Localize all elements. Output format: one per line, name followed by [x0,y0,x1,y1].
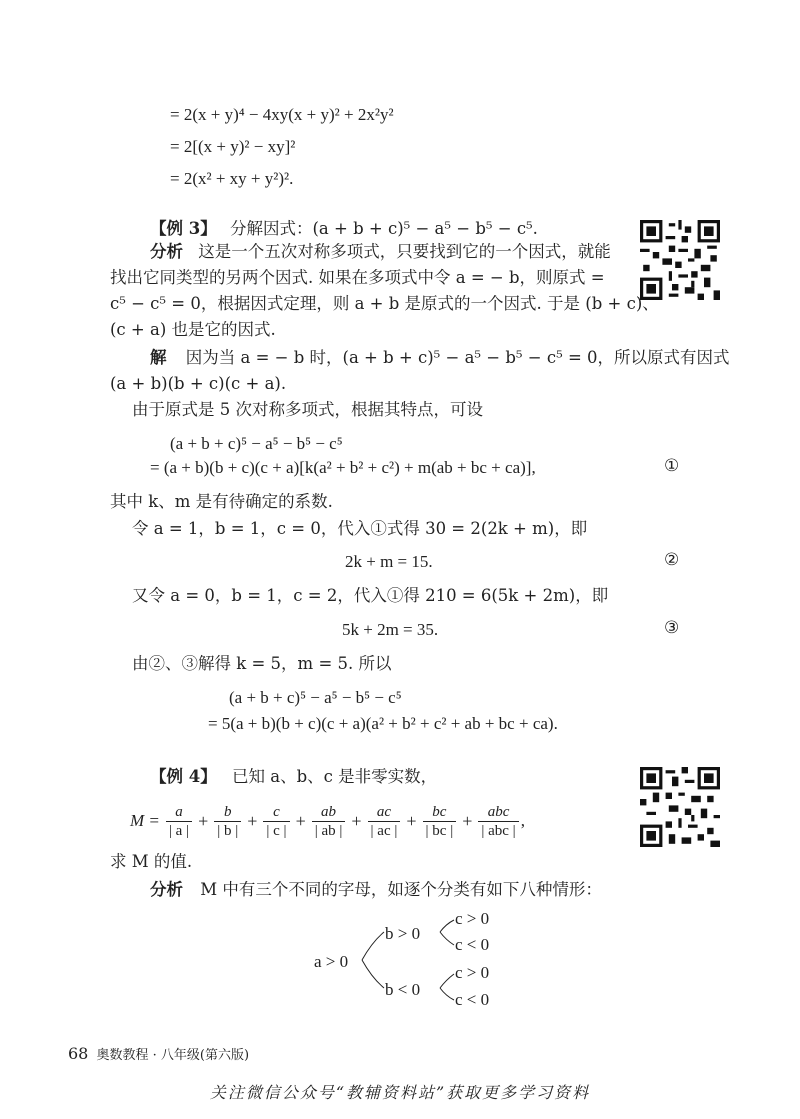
derivation-line-1: = 2(x + y)⁴ − 4xy(x + y)² + 2x²y² [170,105,394,124]
qr-code-icon-2[interactable] [640,767,720,847]
fraction-denominator: | bc | [423,821,457,840]
fraction-numerator: ac [376,803,392,820]
fraction-numerator: c [273,803,280,820]
fraction-denominator: | ac | [368,821,401,840]
fraction-denominator: | ab | [312,821,346,840]
example-3-solution-line-1 [150,346,730,370]
tree-branch-a-to-b-pos [362,932,384,960]
example-4-analysis-line [150,878,602,902]
fraction-denominator: | a | [166,821,192,840]
derivation-line-3: = 2(x² + xy + y²)². [170,169,294,188]
fraction-numerator: abc [487,803,510,820]
book-title: 奥数教程 · 八年级(第六版) [96,1048,250,1063]
fraction-denominator: | c | [263,821,289,840]
tree-b-pos-label: b > 0 [385,924,421,943]
example-3-analysis-line-2: 找出它同类型的另两个因式. 如果在多项式中令 a = − b，则原式 = [110,268,605,287]
example-4-title: 【例 4】 [150,767,217,786]
equation-marker-1: ① [664,456,680,476]
page-footer [68,1044,249,1063]
fraction-b [214,803,241,840]
example-3-solution-line-3: 由于原式是 5 次对称多项式，根据其特点，可设 [132,400,483,419]
fraction-a [166,803,192,840]
tree-branch-b-pos-c-neg [440,932,454,945]
example-3-analysis-line-1 [150,240,611,264]
fraction-numerator: ab [321,803,337,820]
example-3-header [150,217,538,241]
page-number: 68 [68,1044,89,1063]
example-4-header [150,765,437,789]
plus-sign: + [462,811,473,831]
tree-branch-a-to-b-neg [362,960,384,988]
example-3-result-1: (a + b + c)⁵ − a⁵ − b⁵ − c⁵ [229,688,402,707]
example-4-analysis-text: M 中有三个不同的字母，如逐个分类有如下八种情形： [200,880,602,899]
m-definition [130,800,525,842]
tree-root-label: a > 0 [314,952,349,971]
tree-c-pos-label-2: c > 0 [455,963,490,982]
example-3-analysis-line-4: (c + a) 也是它的因式. [110,320,276,339]
tree-branch-b-pos-c-pos [440,920,454,932]
fraction-c [263,803,289,840]
example-3-solution-line-6: 其中 k、m 是有待确定的系数. [110,492,333,511]
example-3-analysis-line-3: c⁵ − c⁵ = 0，根据因式定理，则 a + b 是原式的一个因式. 于是 (b + c)、 [110,294,659,313]
example-4-analysis-label: 分析 [150,880,183,899]
fraction-numerator: b [223,803,232,820]
example-3-solution-text-1: 因为当 a = − b 时，(a + b + c)⁵ − a⁵ − b⁵ − c⁵ = 0，所以原式有因式 [185,348,730,367]
fraction-denominator: | abc | [478,821,518,840]
trailing-comma: , [520,811,525,830]
example-3-equation-3: 5k + 2m = 35. [342,620,439,639]
tree-branch-b-neg-c-neg [440,988,454,1000]
fraction-numerator: a [175,803,183,820]
fraction-abc [478,803,518,840]
example-3-solution-label: 解 [150,348,167,367]
fraction-bc [423,803,457,840]
equation-marker-2: ② [664,550,680,570]
tree-c-neg-label-1: c < 0 [455,935,490,954]
example-3-title: 【例 3】 [150,219,217,238]
example-3-analysis-label: 分析 [150,242,183,261]
example-4-problem: 已知 a、b、c 是非零实数， [231,767,438,786]
tree-branch-b-neg-c-pos [440,974,454,988]
example-3-equation-2: 2k + m = 15. [345,552,433,571]
equation-marker-3: ③ [664,618,680,638]
fraction-ab [312,803,346,840]
m-label: M = [130,811,160,830]
plus-sign: + [295,811,306,831]
example-3-solution-line-7: 令 a = 1，b = 1，c = 0，代入①式得 30 = 2(2k + m)，即 [132,519,588,538]
plus-sign: + [406,811,417,831]
example-3-result-2: = 5(a + b)(b + c)(c + a)(a² + b² + c² + ab + bc + ca). [208,714,558,733]
plus-sign: + [198,811,209,831]
example-3-problem: 分解因式：(a + b + c)⁵ − a⁵ − b⁵ − c⁵. [229,219,538,238]
tree-c-neg-label-2: c < 0 [455,990,490,1009]
derivation-line-2: = 2[(x + y)² − xy]² [170,137,296,156]
example-3-expr-2: = (a + b)(b + c)(c + a)[k(a² + b² + c²) + m(ab + bc + ca)], [150,458,536,477]
fraction-numerator: bc [432,803,447,820]
fraction-ac [368,803,401,840]
tree-c-pos-label-1: c > 0 [455,909,490,928]
example-3-solution-line-2: (a + b)(b + c)(c + a). [110,374,287,393]
promo-note: 关注微信公众号“教辅资料站”获取更多学习资料 [209,1083,591,1102]
qr-code-icon[interactable] [640,220,720,300]
tree-b-neg-label: b < 0 [385,980,421,999]
example-3-analysis-text-1: 这是一个五次对称多项式，只要找到它的一个因式，就能 [198,242,611,261]
example-3-solution-line-11: 由②、③解得 k = 5，m = 5. 所以 [132,654,392,673]
example-3-expr-1: (a + b + c)⁵ − a⁵ − b⁵ − c⁵ [170,434,343,453]
plus-sign: + [351,811,362,831]
plus-sign: + [247,811,258,831]
fraction-denominator: | b | [214,821,241,840]
example-3-solution-line-9: 又令 a = 0，b = 1，c = 2，代入①得 210 = 6(5k + 2m)，即 [132,586,609,605]
example-4-ask: 求 M 的值. [110,852,193,871]
